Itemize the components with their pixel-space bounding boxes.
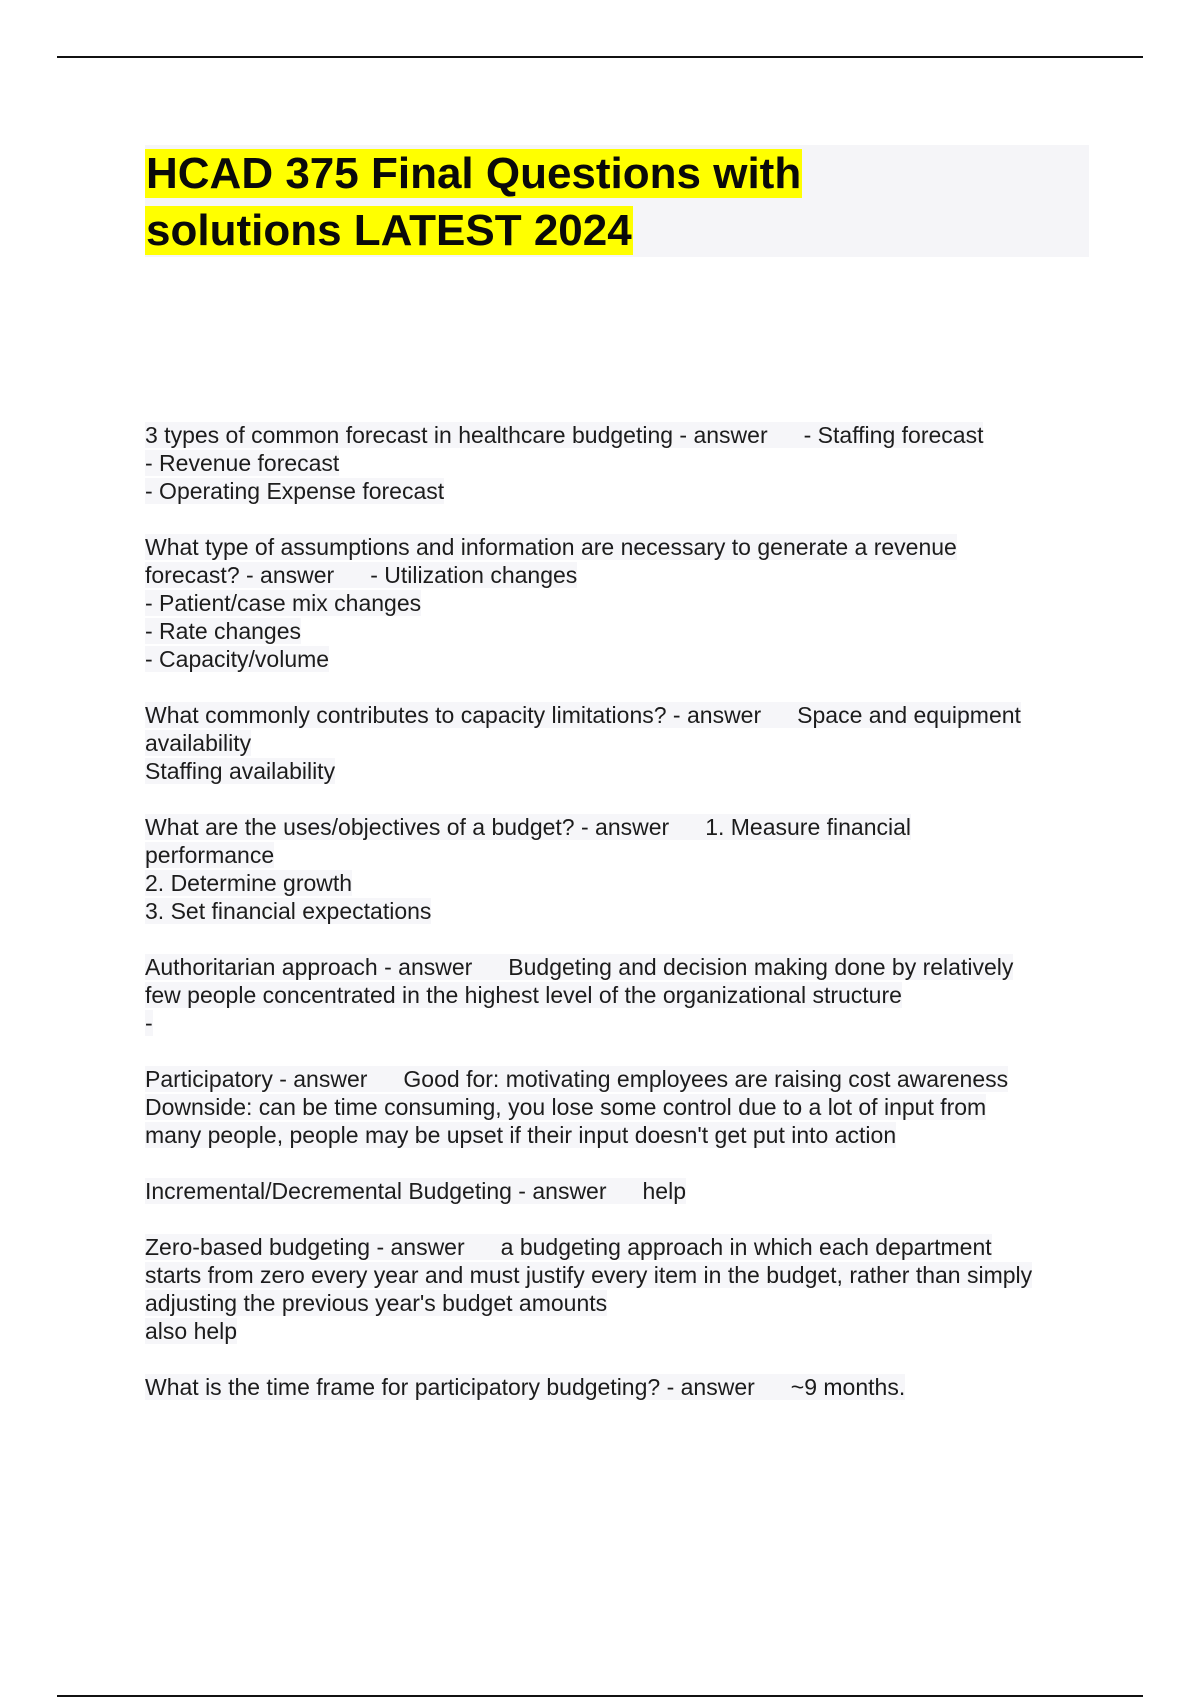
answer-line: - Rate changes — [145, 618, 301, 644]
bottom-rule — [57, 1695, 1143, 1697]
answer-line: also help — [145, 1318, 238, 1344]
question-text: What commonly contributes to capacity limitations? - answer — [145, 702, 762, 728]
answer-line: - Patient/case mix changes — [145, 590, 422, 616]
answer-line: adjusting the previous year's budget amounts — [145, 1290, 608, 1316]
qa-item — [145, 1373, 1085, 1401]
question-text: What type of assumptions and information are necessary to generate a revenue — [145, 534, 957, 560]
answer-line: starts from zero every year and must justify every item in the budget, rather than simply — [145, 1262, 1033, 1288]
answer-text: ~9 months. — [790, 1374, 906, 1400]
question-text: Participatory - answer — [145, 1066, 368, 1092]
question-text: What is the time frame for participatory budgeting? - answer — [145, 1374, 755, 1400]
document-title — [145, 145, 1089, 259]
answer-text: Space and equipment — [797, 702, 1021, 728]
answer-text: - Utilization changes — [370, 562, 578, 588]
qa-item — [145, 813, 1085, 925]
answer-text: Good for: motivating employees are raising cost awareness — [403, 1066, 1009, 1092]
question-text: Authoritarian approach - answer — [145, 954, 473, 980]
question-text: 3 types of common forecast in healthcare budgeting - answer — [145, 422, 768, 448]
answer-text: 1. Measure financial — [705, 814, 912, 840]
title-line-2: solutions LATEST 2024 — [146, 206, 632, 255]
answer-text: help — [642, 1178, 686, 1204]
answer-line: - Revenue forecast — [145, 450, 340, 476]
qa-item — [145, 953, 1085, 1037]
question-text: forecast? - answer — [145, 562, 335, 588]
qa-item — [145, 421, 1085, 505]
answer-line: 2. Determine growth — [145, 870, 353, 896]
title-line-1: HCAD 375 Final Questions with — [146, 149, 802, 198]
title-block — [145, 145, 1089, 257]
answer-line: Staffing availability — [145, 758, 336, 784]
answer-line: Downside: can be time consuming, you lose some control due to a lot of input from — [145, 1094, 987, 1120]
qa-list — [145, 421, 1085, 1429]
qa-item — [145, 1065, 1085, 1149]
answer-text: - Staffing forecast — [803, 422, 984, 448]
answer-text: Budgeting and decision making done by relatively — [508, 954, 1014, 980]
answer-line: - Operating Expense forecast — [145, 478, 445, 504]
answer-line: - Capacity/volume — [145, 646, 330, 672]
question-text: What are the uses/objectives of a budget? - answer — [145, 814, 670, 840]
qa-item — [145, 1177, 1085, 1205]
answer-line: many people, people may be upset if their input doesn't get put into action — [145, 1122, 897, 1148]
answer-line: - — [145, 1010, 153, 1036]
answer-line: availability — [145, 730, 252, 756]
top-rule — [57, 56, 1143, 58]
answer-line: performance — [145, 842, 275, 868]
question-text: Zero-based budgeting - answer — [145, 1234, 465, 1260]
answer-line: few people concentrated in the highest level of the organizational structure — [145, 982, 902, 1008]
qa-item — [145, 1233, 1085, 1345]
qa-item — [145, 701, 1085, 785]
question-text: Incremental/Decremental Budgeting - answer — [145, 1178, 607, 1204]
answer-line: 3. Set financial expectations — [145, 898, 432, 924]
answer-text: a budgeting approach in which each department — [500, 1234, 992, 1260]
qa-item — [145, 533, 1085, 673]
